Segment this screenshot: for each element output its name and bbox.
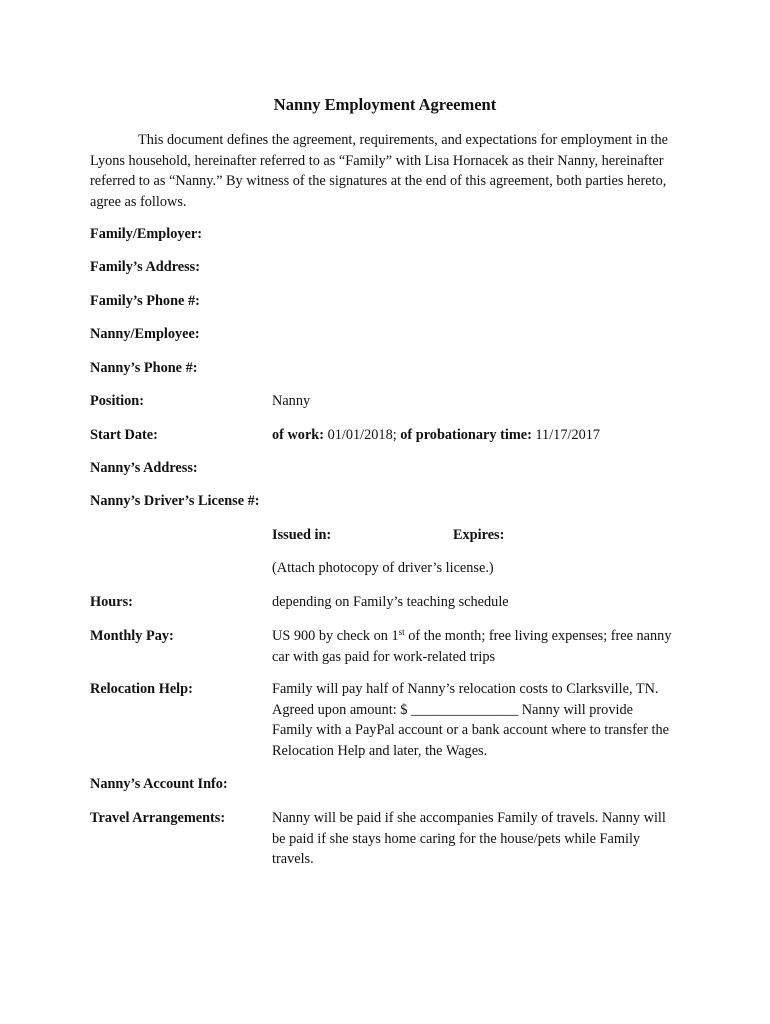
issued-in-label: Issued in:	[272, 527, 332, 543]
nanny-employee-label: Nanny/Employee:	[90, 326, 200, 342]
relocation-help-label: Relocation Help:	[90, 681, 193, 697]
position-value: Nanny	[272, 393, 311, 409]
nanny-phone-label: Nanny’s Phone #:	[90, 360, 198, 376]
family-phone-label: Family’s Phone #:	[90, 293, 200, 309]
document-title: Nanny Employment Agreement	[273, 95, 497, 114]
probation-value: 11/17/2017	[531, 427, 601, 443]
ordinal-suffix: st	[398, 627, 405, 637]
monthly-pay-text-end: of the month; free living expenses; free nanny car with gas paid for work-related trips	[272, 628, 672, 665]
work-start-label: of work:	[272, 427, 325, 443]
family-address-label: Family’s Address:	[90, 259, 201, 275]
travel-arrangements-label: Travel Arrangements:	[90, 810, 226, 826]
start-date-label: Start Date:	[90, 427, 158, 443]
nanny-address-label: Nanny’s Address:	[90, 460, 198, 476]
probation-label: of probationary time:	[400, 427, 532, 443]
license-note: (Attach photocopy of driver’s license.)	[272, 560, 494, 576]
drivers-license-label: Nanny’s Driver’s License #:	[90, 493, 260, 509]
hours-value: depending on Family’s teaching schedule	[272, 594, 509, 610]
start-date-value	[272, 425, 676, 446]
monthly-pay-label: Monthly Pay:	[90, 628, 174, 644]
position-label: Position:	[90, 393, 145, 409]
travel-arrangements-value: Nanny will be paid if she accompanies Family of travels. Nanny will be paid if she stays home caring for the house/pets while Family travels.	[272, 810, 666, 867]
expires-label: Expires:	[453, 527, 505, 543]
monthly-pay-text-start: US 900 by check on 1	[272, 628, 399, 644]
account-info-label: Nanny’s Account Info:	[90, 776, 228, 792]
intro-text: This document defines the agreement, requirements, and expectations for employment in the Lyons household, hereinafter referred to as “Family” with Lisa Hornacek as their Nanny, hereinafter referred to as “Nanny.” By witness of the signatures at the end of this agreement, both parties hereto, agree as follows.	[90, 132, 669, 210]
work-start-value: 01/01/2018;	[324, 427, 401, 443]
relocation-help-value: Family will pay half of Nanny’s relocation costs to Clarksville, TN. Agreed upon amount: $ _______________ Nanny will provide Family with a PayPal account or a bank account where to transfer the Relocation Help and later, the Wages.	[272, 681, 670, 759]
monthly-pay-value	[272, 626, 672, 667]
intro-paragraph	[90, 130, 688, 212]
hours-label: Hours:	[90, 594, 133, 610]
family-employer-label: Family/Employer:	[90, 226, 202, 242]
